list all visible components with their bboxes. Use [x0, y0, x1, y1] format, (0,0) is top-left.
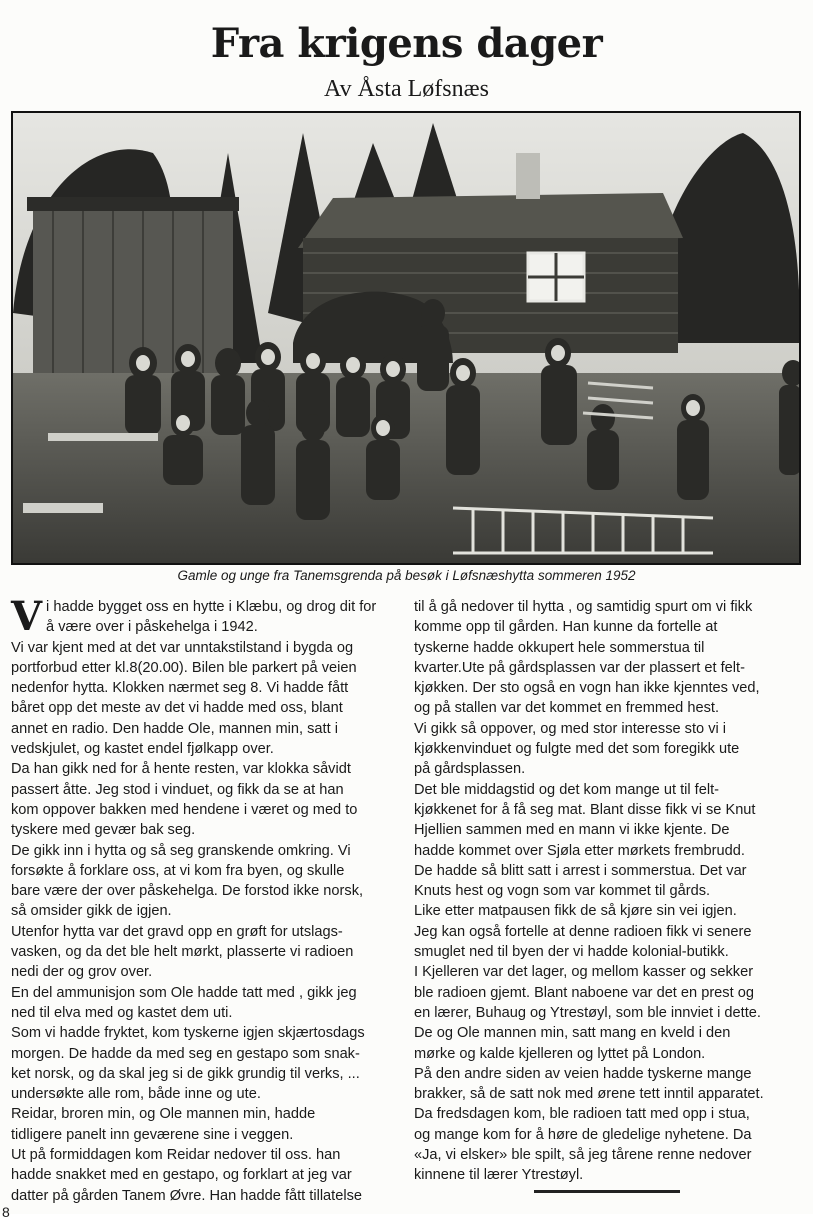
text-line: tyskerne hadde okkupert hele sommerstua til: [414, 639, 705, 656]
text-line: til å gå nedover til hytta , og samtidig spurt om vi fikk: [414, 599, 753, 615]
text-line: tyskere med gevær bak seg.: [11, 822, 196, 839]
text-line: Det ble middagstid og det kom mange ut til felt-: [414, 781, 720, 798]
text-line: hadde snakket med en gestapo, og forklart at jeg var: [11, 1167, 352, 1184]
text-line: Da han gikk ned for å hente resten, var klokka såvidt: [11, 761, 351, 778]
drop-cap: V: [11, 593, 43, 640]
text-line: så omsider gikk de igjen.: [11, 903, 172, 920]
text-line: Da fredsdagen kom, ble radioen tatt med opp i stua,: [414, 1106, 750, 1123]
text-line: I Kjelleren var det lager, og mellom kasser og sekker: [414, 964, 754, 981]
text-line: kom oppover bakken med hendene i været og med to: [11, 801, 358, 818]
text-line: Vi var kjent med at det var unntakstilstand i bygda og: [11, 639, 354, 656]
photo-caption: Gamle og unge fra Tanemsgrenda på besøk i Løfsnæshytta sommeren 1952: [177, 568, 636, 583]
text-line: Vi gikk så oppover, og med stor interesse sto vi i: [414, 720, 727, 737]
text-line: å være over i påskehelga i 1942.: [46, 619, 258, 636]
text-line: Reidar, broren min, og Ole mannen min, hadde: [11, 1106, 316, 1123]
article-photo: [11, 111, 801, 565]
photo-illustration: [13, 113, 799, 563]
text-line: passert åtte. Jeg stod i vinduet, og fikk da se at han: [11, 781, 344, 798]
text-line: Knuts hest og vogn som var kommet til gårds.: [414, 883, 711, 900]
text-line: undersøkte alle rom, både inne og ute.: [11, 1086, 261, 1103]
text-line: De hadde så blitt satt i arrest i sommerstua. Det var: [414, 862, 747, 879]
text-line: smuglet ned til byen der vi hadde kolonial-butikk.: [414, 944, 729, 961]
text-line: portforbud etter kl.8(20.00). Bilen ble parkert på veien: [11, 659, 357, 676]
text-line: på gårdsplassen.: [414, 761, 526, 778]
article-column-right: [414, 597, 806, 1186]
text-line: Jeg kan også fortelle at denne radioen fikk vi senere: [414, 923, 752, 940]
text-line: kjøkken. Der sto også en vogn han ikke kjenntes ved,: [414, 680, 760, 697]
text-line: Som vi hadde fryktet, kom tyskerne igjen skjærtosdags: [11, 1025, 365, 1042]
article-title: Fra krigens dager: [210, 20, 603, 67]
text-line: en lærer, Buhaug og Ytrestøyl, som ble innviet i dette.: [414, 1004, 761, 1021]
text-line: kinnene til lærer Ytrestøyl.: [414, 1167, 584, 1184]
text-line: kjøkkenet for å få seg mat. Blant disse fikk vi se Knut: [414, 801, 756, 818]
text-line: Utenfor hytta var det gravd opp en grøft for utslags-: [11, 923, 343, 940]
text-line: tidligere panelt inn geværene sine i veggen.: [11, 1126, 294, 1143]
text-line: forsøkte å forklare oss, at vi kom fra byen, og skulle: [11, 862, 345, 879]
text-line: ble radioen gjemt. Blant naboene var det en prest og: [414, 984, 754, 1001]
text-line: «Ja, vi elsker» ble spilt, så jeg tårene renne nedover: [414, 1147, 752, 1164]
text-line: De gikk inn i hytta og så seg granskende omkring. Vi: [11, 842, 351, 859]
text-line: En del ammunisjon som Ole hadde tatt med , gikk jeg: [11, 984, 357, 1001]
text-line: På den andre siden av veien hadde tyskerne mange: [414, 1065, 752, 1082]
text-line: datter på gården Tanem Øvre. Han hadde fått tillatelse: [11, 1187, 363, 1204]
text-line: nedenfor hytta. Klokken nærmet seg 8. Vi hadde fått: [11, 680, 349, 697]
text-line: ket norsk, og da skal jeg si de gikk grundig til verks, ...: [11, 1065, 360, 1082]
text-line: ned til elva med og kastet dem uti.: [11, 1004, 233, 1021]
text-line: nedi der og grov over.: [11, 964, 153, 981]
text-line: annet en radio. Den hadde Ole, mannen min, satt i: [11, 720, 338, 737]
text-line: hadde kommet over Sjøla etter mørkets frembrudd.: [414, 842, 745, 859]
text-line: komme opp til gården. Han kunne da fortelle at: [414, 619, 718, 636]
article-byline: Av Åsta Løfsnæs: [324, 76, 489, 102]
end-rule: [534, 1190, 680, 1193]
text-line: De og Ole mannen min, satt mang en kveld i den: [414, 1025, 731, 1042]
text-line: brakker, så de satt nok med ørene tett inntil apparatet.: [414, 1086, 764, 1103]
text-line: Ut på formiddagen kom Reidar nedover til oss. han: [11, 1147, 341, 1164]
text-line: og på stallen var det kommet en fremmed hest.: [414, 700, 719, 717]
text-line: vasken, og da det ble helt mørkt, plasserte vi radioen: [11, 944, 354, 961]
text-line: mørke og kalde kjelleren og lyttet på London.: [414, 1045, 706, 1062]
article-column-left: [11, 593, 403, 1206]
text-line: vedskjulet, og kastet endel fjølkapp over.: [11, 741, 274, 758]
text-line: bare være der over påskehelga. De forstod ikke norsk,: [11, 883, 364, 900]
text-line: båret opp det meste av det vi hadde med oss, blant: [11, 700, 343, 717]
text-line: i hadde bygget oss en hytte i Klæbu, og drog dit for: [46, 599, 377, 615]
text-line: morgen. De hadde da med seg en gestapo som snak-: [11, 1045, 360, 1062]
text-line: Like etter matpausen fikk de så kjøre sin vei igjen.: [414, 903, 737, 920]
text-line: og mange kom for å høre de gledelige nyhetene. Da: [414, 1126, 752, 1143]
text-line: Hjellien sammen med en mann vi ikke kjente. De: [414, 822, 730, 839]
text-line: kvarter.Ute på gårdsplassen var der plassert et felt-: [414, 659, 745, 676]
text-line: kjøkkenvinduet og fulgte med det som foregikk ute: [414, 741, 740, 758]
page-number: 8: [2, 1204, 10, 1220]
